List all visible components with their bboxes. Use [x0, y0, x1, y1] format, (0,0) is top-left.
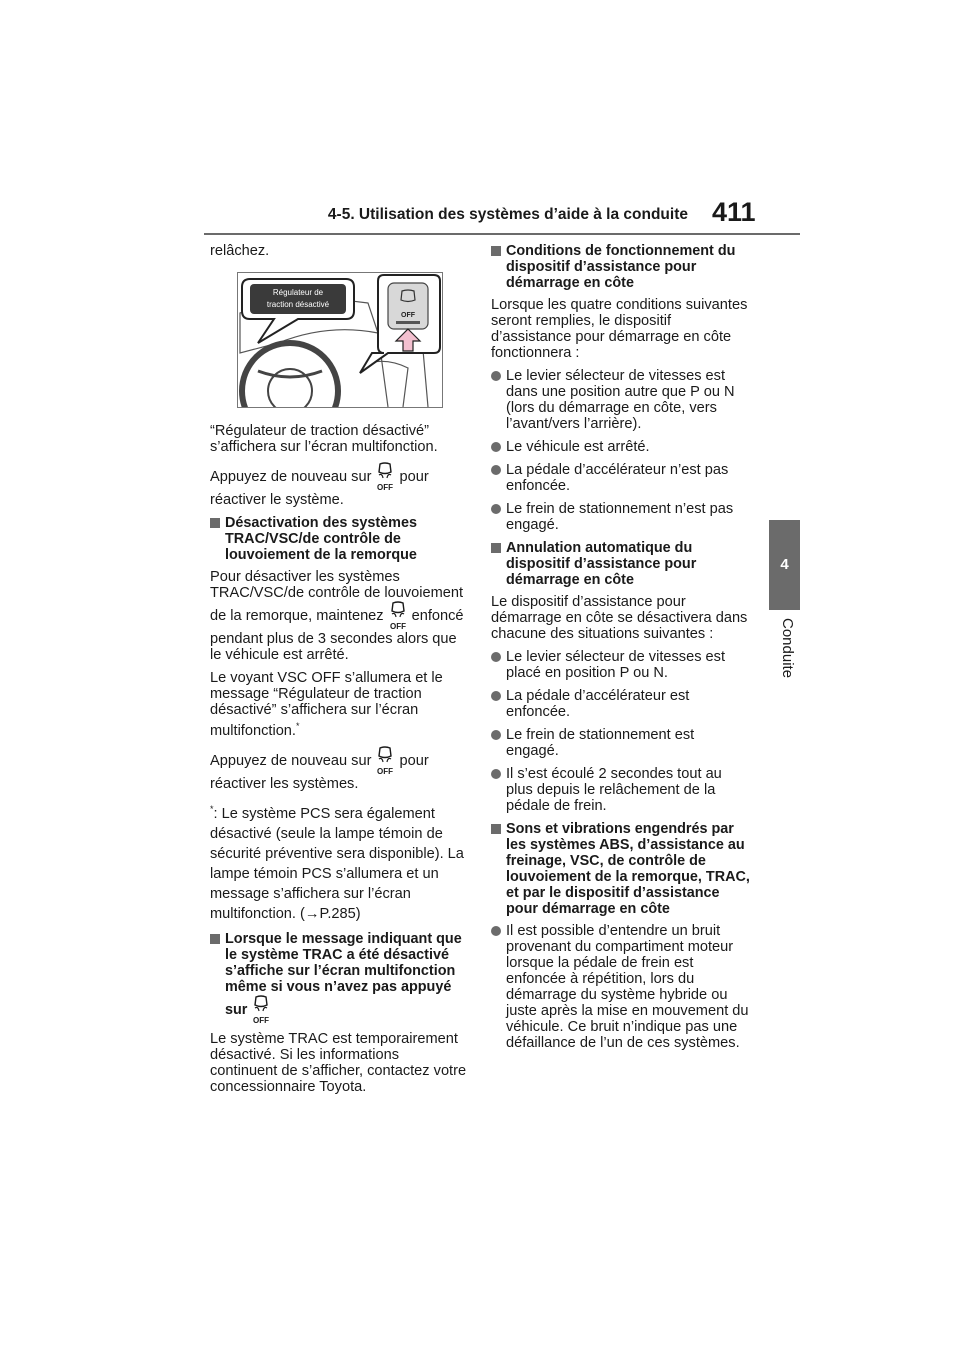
- para-auto-cancel: Le dispositif d’assistance pour démarrage en côte se désactivera dans chacune des situations suivantes :: [491, 594, 748, 642]
- dashboard-figure: [237, 272, 443, 408]
- press-again-1: Appuyez de nouveau sur pour réactiver le système.: [210, 462, 468, 508]
- traction-off-icon: [250, 995, 272, 1025]
- heading-deactivation: Désactivation des systèmes TRAC/VSC/de contrôle de louvoiement de la remorque: [210, 515, 468, 563]
- para-deactivation: Pour désactiver les systèmes TRAC/VSC/de contrôle de louvoiement de la remorque, maintenez enfoncé pendant plus de 3 secondes alors que le véhicule est arrêté.: [210, 569, 464, 663]
- list-item: La pédale d’accélérateur est enfoncée.: [491, 688, 751, 720]
- after-figure-text: “Régulateur de traction désactivé” s’affichera sur l’écran multifonction.: [210, 423, 438, 455]
- chapter-label: Conduite: [779, 618, 796, 679]
- intro-text: relâchez.: [210, 243, 270, 259]
- button-label: OFF: [401, 312, 415, 319]
- section-title: 4-5. Utilisation des systèmes d’aide à la conduite: [327, 206, 688, 223]
- heading-hill-start-conditions: Conditions de fonctionnement du dispositif d’assistance pour démarrage en côte: [491, 243, 751, 291]
- right-column: [491, 243, 751, 1058]
- chapter-tab: 4: [769, 520, 800, 610]
- list-item: Le véhicule est arrêté.: [491, 439, 751, 455]
- heading-auto-cancel: Annulation automatique du dispositif d’assistance pour démarrage en côte: [491, 540, 751, 588]
- header-rule: [204, 233, 800, 235]
- page-number: 411: [712, 197, 756, 227]
- callout-line-2: traction désactivé: [266, 300, 330, 309]
- list-item: Le levier sélecteur de vitesses est placé en position P ou N.: [491, 649, 751, 681]
- list-item: La pédale d’accélérateur n’est pas enfoncée.: [491, 462, 751, 494]
- para-hill-start-conditions: Lorsque les quatre conditions suivantes seront remplies, le dispositif d’assistance pour démarrage en côte fonctionnera :: [491, 297, 748, 361]
- para-vsc-off: Le voyant VSC OFF s’allumera et le message “Régulateur de traction désactivé” s’affichera sur l’écran multifonction.*: [210, 670, 443, 739]
- traction-off-icon: [374, 462, 396, 492]
- left-column: [210, 243, 468, 1102]
- heading-sounds-vibrations: Sons et vibrations engendrés par les systèmes ABS, d’assistance au freinage, VSC, de contrôle de louvoiement de la remorque, TRAC, et par le dispositif d’assistance pour démarrage en côte: [491, 821, 751, 917]
- list-item: Il s’est écoulé 2 secondes tout au plus depuis le relâchement de la pédale de frein.: [491, 766, 751, 814]
- callout-line-1: Régulateur de: [272, 288, 324, 297]
- list-item: Le levier sélecteur de vitesses est dans une position autre que P ou N (lors du démarrage en côte, vers l’avant/vers l’arrière).: [491, 368, 751, 432]
- list-item: Le frein de stationnement n’est pas engagé.: [491, 501, 751, 533]
- traction-off-icon: [374, 746, 396, 776]
- para-trac-temporary: Le système TRAC est temporairement désactivé. Si les informations continuent de s’afficher, contactez votre concessionnaire Toyota.: [210, 1030, 467, 1095]
- press-again-2: Appuyez de nouveau sur pour réactiver les systèmes.: [210, 746, 468, 792]
- footnote: *: Le système PCS sera également désactivé (seule la lampe témoin de sécurité préventive sera disponible). La lampe témoin PCS s’allumera et un message s’affichera sur l’écran multifonction. (→P.285): [210, 803, 464, 922]
- traction-off-icon: [387, 601, 409, 631]
- list-item: Il est possible d’entendre un bruit provenant du compartiment moteur lorsque la pédale de frein est enfoncée à répétition, lors du démarrage du système hybride ou juste après la mise en mouvement du véhicule. Ce bruit n’indique pas une défaillance de l’un de ces systèmes.: [491, 923, 751, 1051]
- list-item: Le frein de stationnement est engagé.: [491, 727, 751, 759]
- heading-trac-message: Lorsque le message indiquant que le système TRAC a été désactivé s’affiche sur l’écran multifonction même si vous n’avez pas appuyé sur: [210, 931, 468, 1025]
